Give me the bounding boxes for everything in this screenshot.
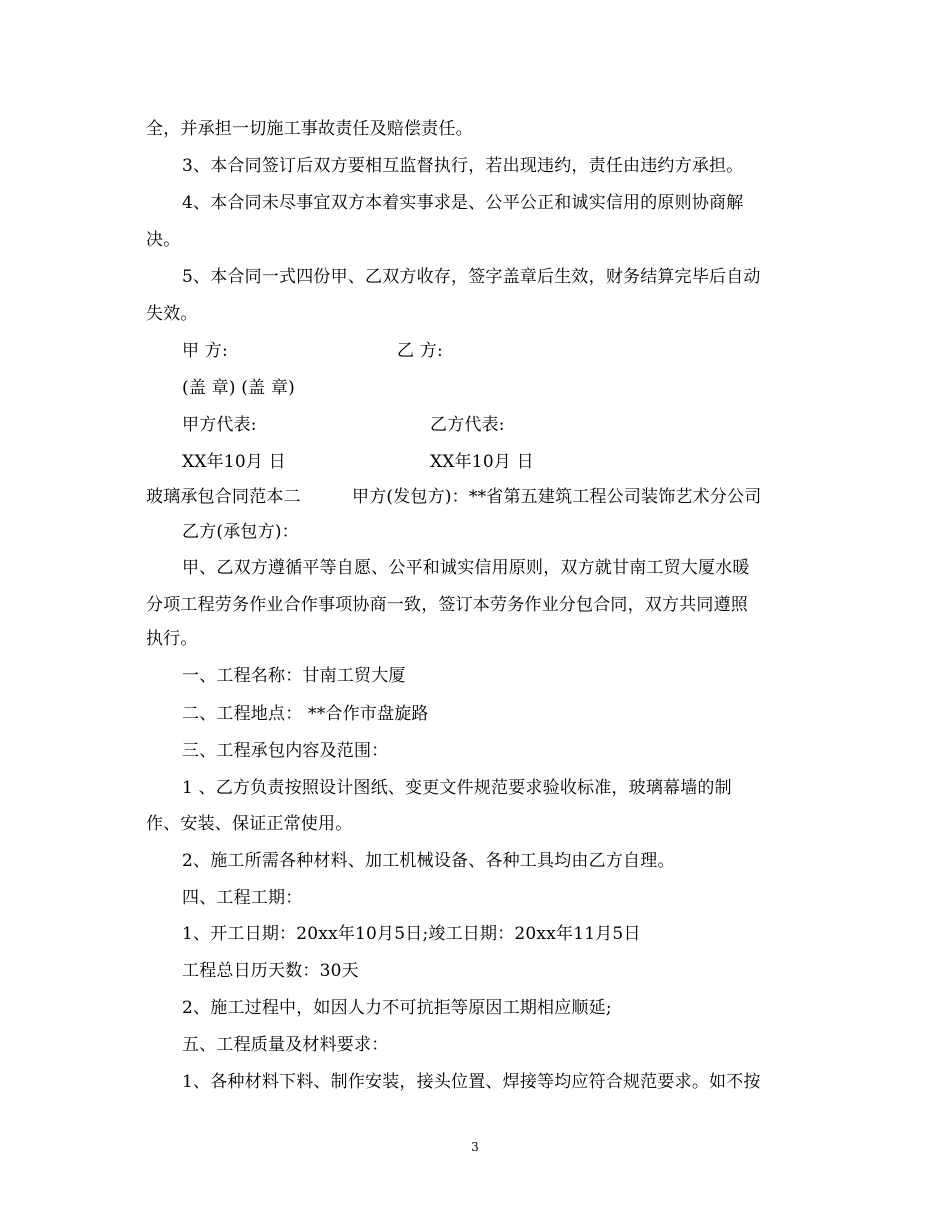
date-b: XX年10月 日 <box>430 452 534 472</box>
text-line: 工程总日历天数：30天 <box>182 961 359 981</box>
text-line: 1、各种材料下料、制作安装，接头位置、焊接等均应符合规范要求。如不按 <box>182 1072 761 1092</box>
party-a-heading: 甲方(发包方)：**省第五建筑工程公司装饰艺术分公司 <box>352 487 762 507</box>
text-line: 2、施工过程中，如因人力不可抗拒等原因工期相应顺延; <box>182 998 612 1018</box>
text-line: 2、施工所需各种材料、加工机械设备、各种工具均由乙方自理。 <box>182 851 675 871</box>
text-line: 1、开工日期：20xx年10月5日;竣工日期：20xx年11月5日 <box>182 924 641 944</box>
contract-title: 玻璃承包合同范本二 <box>146 487 301 507</box>
text-line: 3、本合同签订后双方要相互监督执行，若出现违约，责任由违约方承担。 <box>182 156 744 176</box>
text-line: 一、工程名称：甘南工贸大厦 <box>182 666 406 686</box>
text-line: 5、本合同一式四份甲、乙双方收存，签字盖章后生效，财务结算完毕后自动 <box>182 267 761 287</box>
text-line: 执行。 <box>146 629 198 649</box>
text-line: 失效。 <box>146 304 198 324</box>
seal-line: (盖 章) (盖 章) <box>182 378 295 398</box>
text-line: 二、工程地点： **合作市盘旋路 <box>182 704 429 724</box>
rep-b-label: 乙方代表: <box>430 415 505 435</box>
page-number: 3 <box>471 1140 479 1154</box>
text-line: 全，并承担一切施工事故责任及赔偿责任。 <box>146 119 473 139</box>
date-a: XX年10月 日 <box>182 452 286 472</box>
party-a-label: 甲 方: <box>182 341 228 361</box>
text-line: 4、本合同未尽事宜双方本着实事求是、公平公正和诚实信用的原则协商解 <box>182 193 744 213</box>
rep-a-label: 甲方代表: <box>182 415 257 435</box>
text-line: 甲、乙双方遵循平等自愿、公平和诚实信用原则，双方就甘南工贸大厦水暖 <box>182 558 750 578</box>
text-line: 分项工程劳务作业合作事项协商一致，签订本劳务作业分包合同，双方共同遵照 <box>146 595 748 615</box>
text-line: 作、安装、保证正常使用。 <box>146 814 353 834</box>
text-line: 五、工程质量及材料要求： <box>182 1035 389 1055</box>
text-line: 四、工程工期： <box>182 888 303 908</box>
party-b-label: 乙 方: <box>397 341 443 361</box>
text-line: 三、工程承包内容及范围： <box>182 741 389 761</box>
text-line: 决。 <box>146 230 181 250</box>
text-line: 1 、乙方负责按照设计图纸、变更文件规范要求验收标准，玻璃幕墙的制 <box>182 778 732 798</box>
text-line: 乙方(承包方)： <box>182 522 299 542</box>
